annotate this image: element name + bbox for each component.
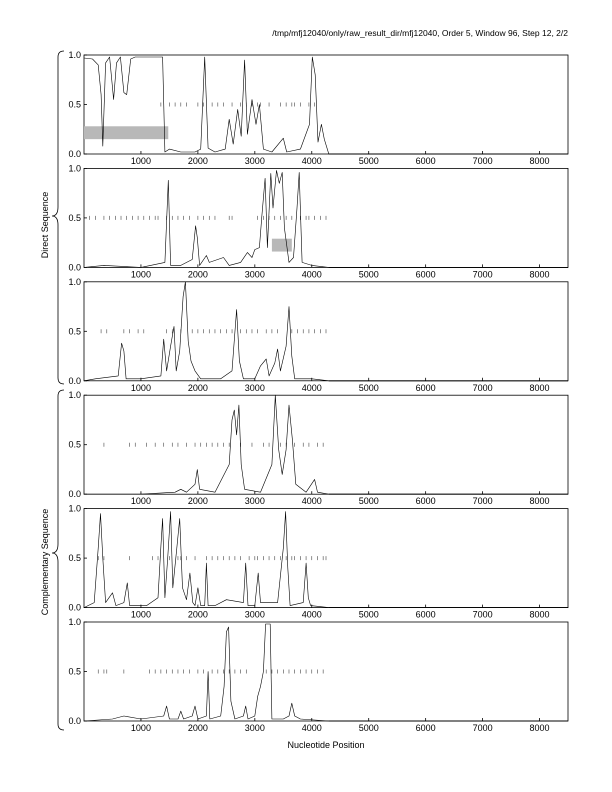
plot-frame xyxy=(84,622,568,721)
x-tick-label: 3000 xyxy=(244,609,265,620)
y-tick-label: 0.0 xyxy=(68,149,81,159)
x-tick-label: 1000 xyxy=(130,609,151,620)
x-tick-label: 7000 xyxy=(472,496,493,507)
highlight-band xyxy=(84,126,168,139)
x-tick-label: 5000 xyxy=(358,723,379,733)
x-tick-label: 1000 xyxy=(130,723,151,733)
x-tick-label: 4000 xyxy=(301,723,322,733)
y-tick-label: 0.5 xyxy=(68,212,81,223)
y-tick-label: 1.0 xyxy=(68,50,81,60)
x-tick-label: 3000 xyxy=(244,496,265,507)
x-tick-label: 1000 xyxy=(130,156,151,166)
x-tick-label: 5000 xyxy=(358,269,379,280)
x-tick-label: 6000 xyxy=(415,156,436,166)
y-tick-label: 0.5 xyxy=(68,666,81,677)
x-tick-label: 5000 xyxy=(358,609,379,620)
coding-potential-line xyxy=(84,624,568,721)
panel-frame-6 xyxy=(68,617,568,733)
x-tick-label: 8000 xyxy=(529,382,550,393)
x-tick-label: 6000 xyxy=(415,723,436,733)
x-tick-label: 2000 xyxy=(187,609,208,620)
complementary-sequence-label: Complementary Sequence xyxy=(40,508,50,616)
y-tick-label: 0.0 xyxy=(68,262,81,273)
x-tick-label: 7000 xyxy=(472,269,493,280)
plot-frame xyxy=(84,395,568,494)
y-tick-label: 0.0 xyxy=(68,375,81,386)
x-tick-label: 2000 xyxy=(187,156,208,166)
x-tick-label: 7000 xyxy=(472,382,493,393)
y-tick-label: 0.5 xyxy=(68,99,81,110)
x-tick-label: 3000 xyxy=(244,382,265,393)
x-axis-label: Nucleotide Position xyxy=(287,740,365,750)
x-tick-label: 8000 xyxy=(529,156,550,166)
y-tick-label: 0.0 xyxy=(68,489,81,500)
panel-frame-4 xyxy=(68,390,568,506)
x-tick-label: 6000 xyxy=(415,269,436,280)
y-tick-label: 0.0 xyxy=(68,602,81,613)
x-tick-label: 4000 xyxy=(301,609,322,620)
panel-frame-2 xyxy=(68,163,568,279)
x-tick-label: 1000 xyxy=(130,382,151,393)
x-tick-label: 7000 xyxy=(472,723,493,733)
x-tick-label: 8000 xyxy=(529,496,550,507)
y-tick-label: 0.0 xyxy=(68,716,81,726)
coding-potential-line xyxy=(84,57,568,154)
x-tick-label: 5000 xyxy=(358,382,379,393)
x-tick-label: 5000 xyxy=(358,156,379,166)
x-tick-label: 1000 xyxy=(130,496,151,507)
x-tick-label: 5000 xyxy=(358,496,379,507)
x-tick-label: 3000 xyxy=(244,269,265,280)
y-tick-label: 1.0 xyxy=(68,390,81,401)
x-tick-label: 2000 xyxy=(187,382,208,393)
x-tick-label: 7000 xyxy=(472,609,493,620)
highlight-band xyxy=(272,239,292,252)
figure-header: /tmp/mfj12040/only/raw_result_dir/mfj12040, Order 5, Window 96, Step 12, 2/2 xyxy=(272,28,568,38)
x-tick-label: 8000 xyxy=(529,609,550,620)
panel-frame-1 xyxy=(68,50,568,166)
y-tick-label: 0.5 xyxy=(68,439,81,450)
y-tick-label: 1.0 xyxy=(68,503,81,514)
y-tick-label: 1.0 xyxy=(68,276,81,287)
x-tick-label: 4000 xyxy=(301,382,322,393)
x-tick-label: 2000 xyxy=(187,269,208,280)
x-tick-label: 8000 xyxy=(529,723,550,733)
direct-sequence-label: Direct Sequence xyxy=(40,191,50,259)
x-tick-label: 8000 xyxy=(529,269,550,280)
x-tick-label: 6000 xyxy=(415,382,436,393)
x-tick-label: 2000 xyxy=(187,723,208,733)
x-tick-label: 3000 xyxy=(244,723,265,733)
panels xyxy=(68,50,568,733)
coding-potential-line xyxy=(84,395,568,494)
x-tick-label: 1000 xyxy=(130,269,151,280)
x-tick-label: 4000 xyxy=(301,269,322,280)
complementary-sequence-brace xyxy=(52,390,64,730)
panel-frame-5 xyxy=(68,504,568,620)
x-tick-label: 7000 xyxy=(472,156,493,166)
x-tick-label: 6000 xyxy=(415,496,436,507)
x-tick-label: 4000 xyxy=(301,496,322,507)
y-tick-label: 1.0 xyxy=(68,617,81,627)
x-tick-label: 2000 xyxy=(187,496,208,507)
x-tick-label: 3000 xyxy=(244,156,265,166)
y-tick-label: 0.5 xyxy=(68,326,81,337)
direct-sequence-brace xyxy=(52,51,64,384)
y-tick-label: 1.0 xyxy=(68,163,81,174)
panel-frame-3 xyxy=(68,277,568,393)
x-tick-label: 6000 xyxy=(415,609,436,620)
y-tick-label: 0.5 xyxy=(68,553,81,564)
x-tick-label: 4000 xyxy=(301,156,322,166)
